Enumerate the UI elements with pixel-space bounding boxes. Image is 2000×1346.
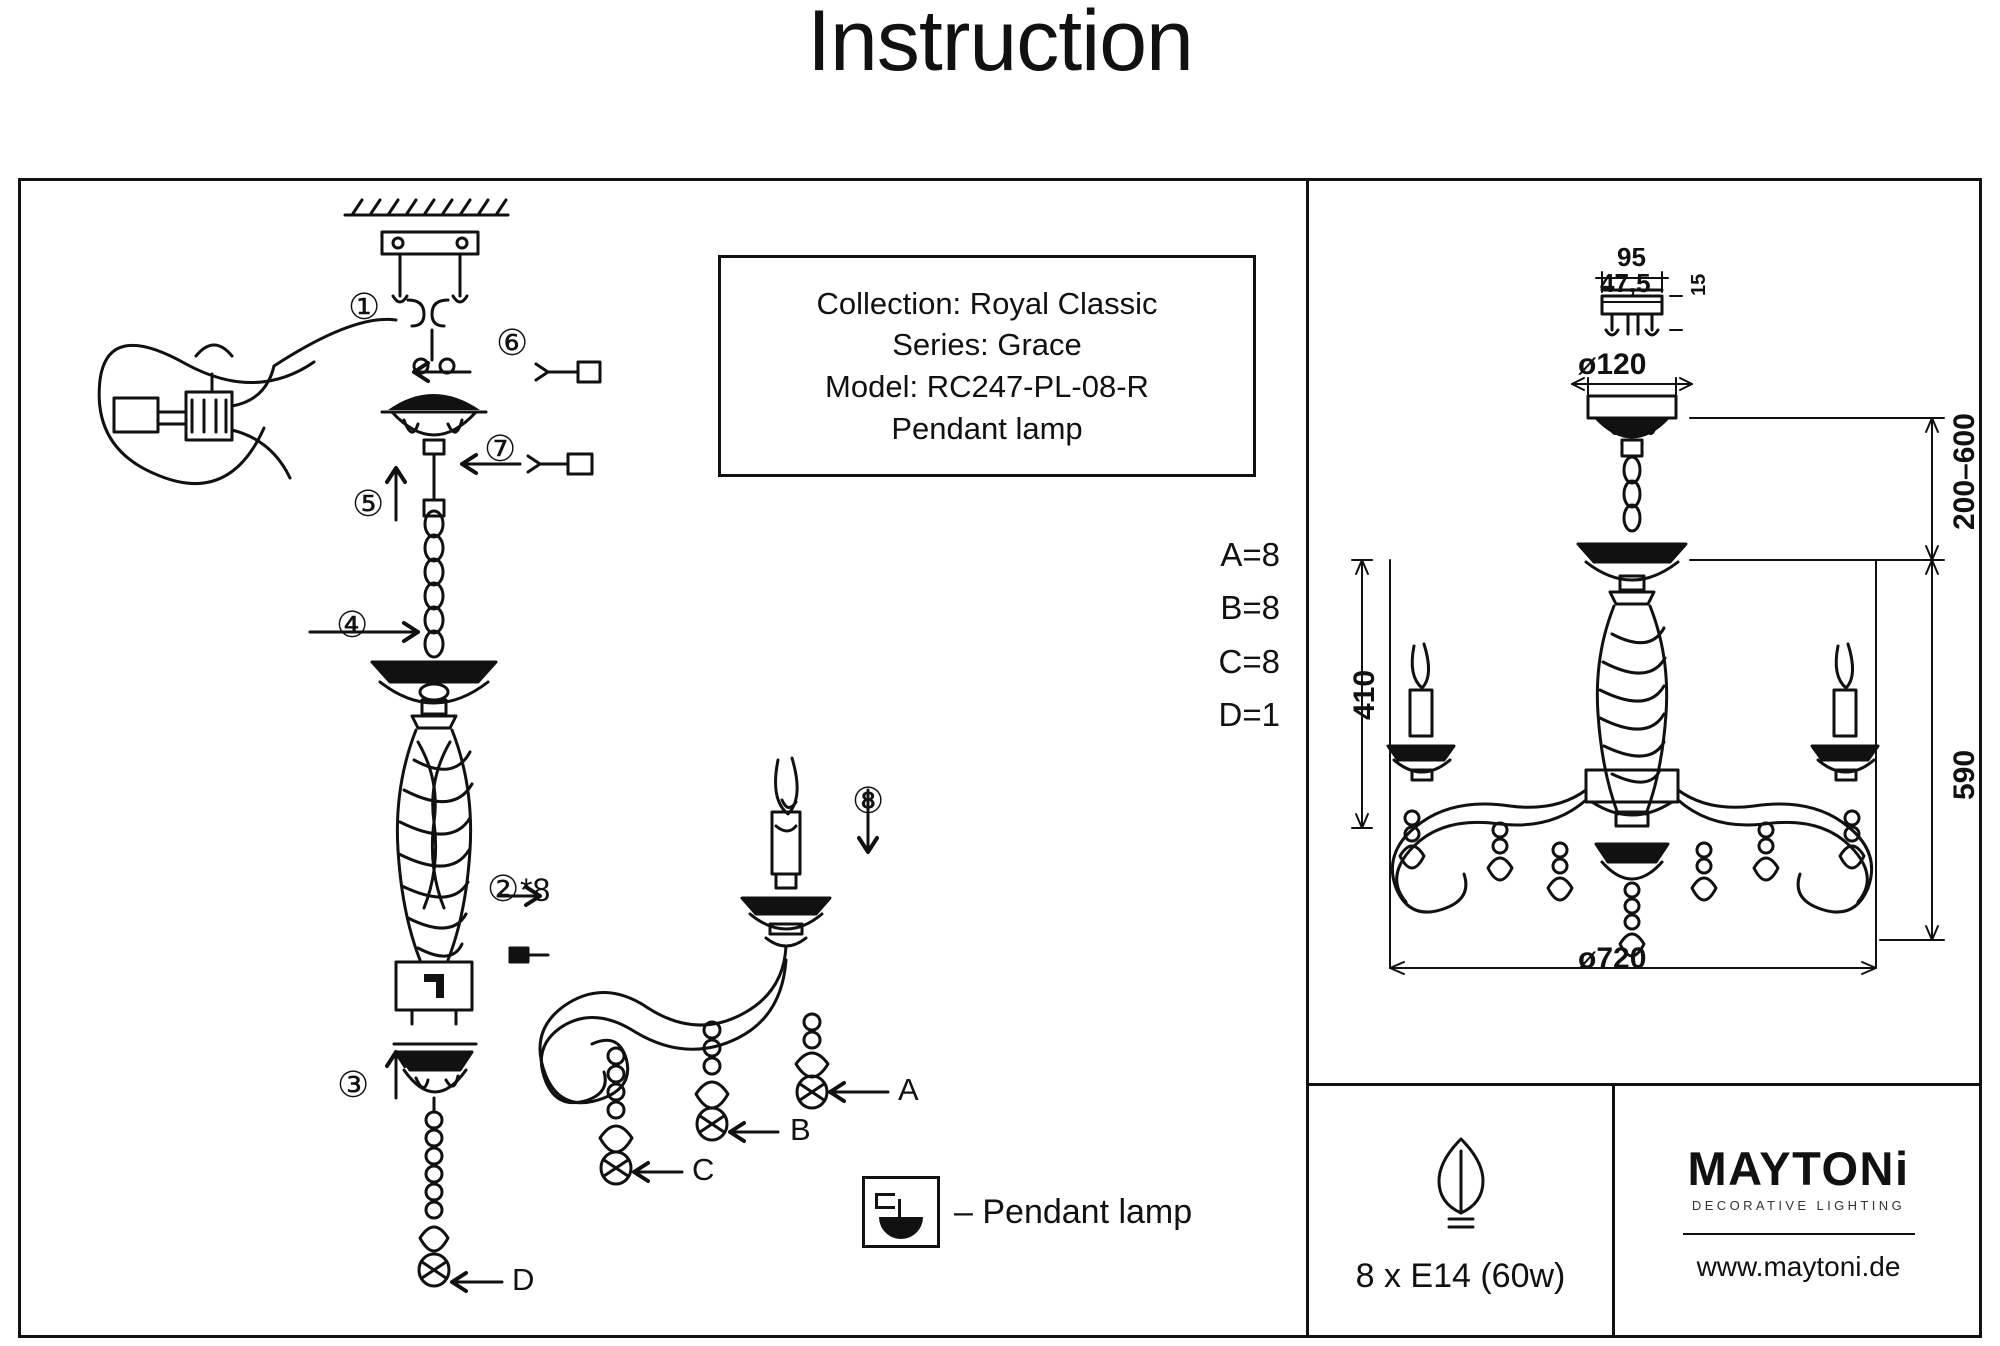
step-marker-4: ④ <box>336 604 369 645</box>
dim-canopy-diameter: ø120 <box>1578 348 1647 381</box>
dim-mount-width: 95 <box>1617 242 1646 272</box>
dim-body-height: 590 <box>1948 749 1981 800</box>
step-marker-8: ⑧ <box>852 780 885 821</box>
step-marker-7: ⑦ <box>484 428 517 469</box>
bulb-spec-label: 8 x E14 (60w) <box>1355 1256 1566 1295</box>
dim-mount-depth: 15 <box>1688 273 1710 296</box>
legend-label: – Pendant lamp <box>954 1192 1193 1231</box>
info-type: Pendant lamp <box>891 410 1083 446</box>
info-model: Model: RC247-PL-08-R <box>825 369 1149 404</box>
dim-height-range: 200–600 <box>1948 413 1981 530</box>
info-collection: Collection: Royal Classic <box>816 285 1158 321</box>
brand-tagline: DECORATIVE LIGHTING <box>1691 1198 1906 1213</box>
brand-website[interactable]: www.maytoni.de <box>1696 1251 1901 1282</box>
step-marker-1: ① <box>348 286 381 327</box>
dim-mount-holes: 47,5 <box>1600 268 1651 298</box>
dim-fixture-diameter: ø720 <box>1578 942 1647 975</box>
logo-divider <box>1683 1233 1915 1235</box>
legend-icon-bracket <box>875 1193 895 1209</box>
step-marker-6: ⑥ <box>496 322 529 363</box>
part-callout-c: C <box>692 1152 715 1187</box>
part-callout-a: A <box>898 1072 919 1107</box>
dim-arm-height: 410 <box>1348 669 1381 720</box>
brand-logo-box <box>1615 1086 1982 1338</box>
light-bulb-icon <box>1421 1129 1501 1249</box>
legend-icon-dome <box>879 1217 923 1239</box>
qty-a: A=8 <box>1220 536 1280 573</box>
step-marker-2: ② <box>487 868 520 909</box>
qty-b: B=8 <box>1220 589 1280 627</box>
bulb-spec-box <box>1309 1086 1612 1338</box>
qty-c: C=8 <box>1218 642 1280 680</box>
qty-d: D=1 <box>1218 696 1280 734</box>
part-callout-d: D <box>512 1262 535 1297</box>
brand-name: MAYTONi <box>1687 1142 1910 1195</box>
part-callout-b: B <box>790 1112 811 1147</box>
product-info-box <box>718 255 1256 477</box>
info-series: Series: Grace <box>892 327 1082 363</box>
step-marker-3: ③ <box>337 1064 370 1105</box>
step-2-multiplier: *8 <box>520 872 551 908</box>
page-title: Instruction <box>807 0 1193 89</box>
legend-icon-stem <box>898 1199 901 1219</box>
step-marker-5: ⑤ <box>352 483 385 524</box>
pendant-lamp-icon <box>862 1176 940 1248</box>
parts-quantity-list <box>1120 528 1280 742</box>
legend <box>862 1176 1192 1248</box>
